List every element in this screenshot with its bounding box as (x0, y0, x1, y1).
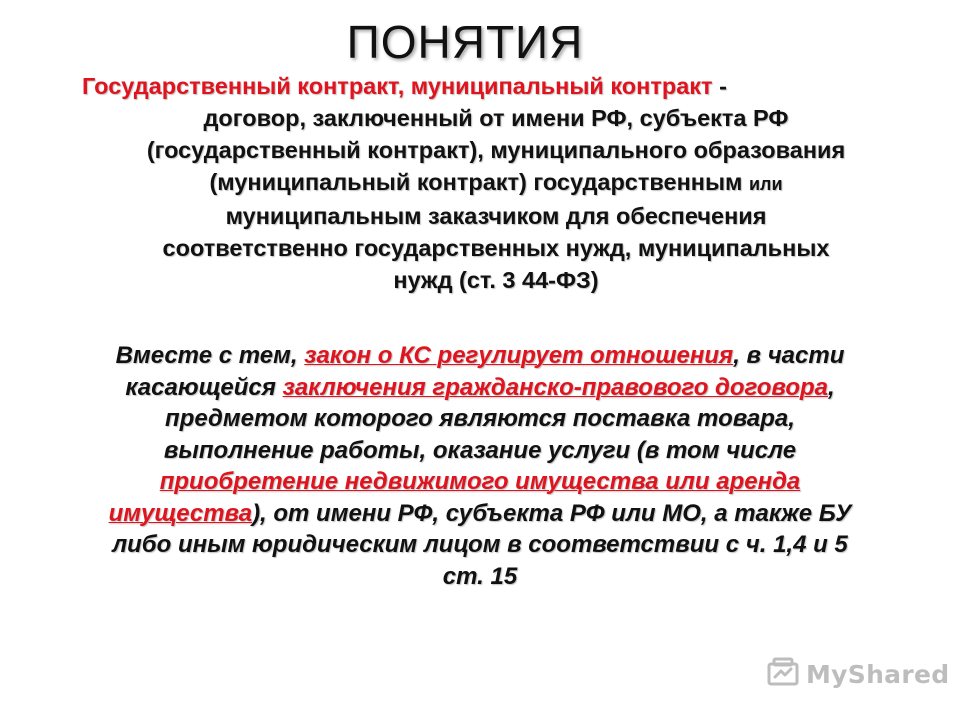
scope-line-6-end: ), от имени РФ, субъекта РФ или МО, а также БУ (252, 499, 852, 527)
definition-line-3: (государственный контракт), муниципального образования (146, 137, 846, 163)
scope-line-2-end: , (828, 373, 835, 401)
definition-line-6: соответственно государственных нужд, муниципальных (162, 235, 830, 261)
scope-paragraph (20, 340, 940, 592)
definition-line-4-or: или (748, 174, 783, 194)
scope-line-1-start: Вместе с тем, (115, 342, 305, 369)
highlight-contract-conclusion: заключения гражданско-правового договора (282, 373, 828, 401)
scope-line-2-start: касающейся (125, 373, 283, 401)
definition-line-4-main: (муниципальный контракт) государственным (209, 169, 749, 195)
scope-line-1 (20, 340, 940, 372)
scope-line-7: либо иным юридическим лицом в соответствии с ч. 1,4 и 5 (112, 531, 848, 558)
myshared-watermark[interactable] (766, 656, 949, 692)
highlight-law-regulates: закон о КС регулирует отношения (304, 342, 734, 369)
scope-line-3: предметом которого являются поставка товара, (165, 405, 795, 432)
scope-line-1-end: , в части (733, 342, 845, 369)
scope-line-2 (20, 372, 940, 404)
scope-line-6 (20, 498, 940, 530)
definition-dash: - (712, 73, 727, 99)
watermark-text: MyShared (806, 659, 950, 689)
definition-line-2: договор, заключенный от имени РФ, субъекта РФ (203, 105, 789, 131)
definition-block (56, 70, 936, 296)
definition-term: Государственный контракт, муниципальный контракт (82, 73, 713, 99)
highlight-property: имущества (108, 499, 253, 527)
scope-line-4: выполнение работы, оказание услуги (в том числе (163, 436, 797, 464)
slide-title: ПОНЯТИЯ (346, 16, 584, 68)
definition-line-4 (56, 166, 936, 200)
definition-line-1 (56, 70, 936, 102)
myshared-logo-icon (766, 657, 800, 691)
scope-line-8: ст. 15 (442, 562, 518, 590)
highlight-real-estate: приобретение недвижимого имущества или аренда (159, 468, 801, 495)
definition-line-7: нужд (ст. 3 44-ФЗ) (393, 267, 599, 293)
definition-line-5: муниципальным заказчиком для обеспечения (225, 203, 767, 229)
